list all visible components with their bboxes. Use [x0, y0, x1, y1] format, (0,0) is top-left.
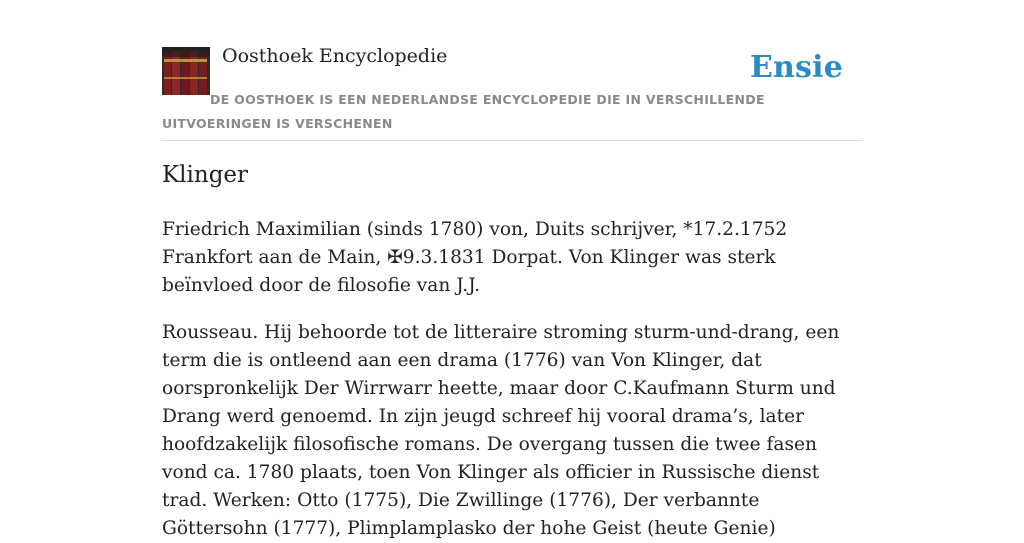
- page-container: [162, 0, 862, 539]
- ensie-logo-link[interactable]: Ensie: [749, 50, 843, 85]
- article-paragraph-1: Friedrich Maximilian (sinds 1780) von, Duits schrijver, *17.2.1752 Frankfort aan de Main, ✠9.3.1831 Dorpat. Von Klinger was sterk beïnvloed door de filosofie van J.J.: [162, 219, 788, 296]
- article-paragraph-2: Rousseau. Hij behoorde tot de litteraire stroming sturm-und-drang, een term die is ontleend aan een drama (1776) van Von Klinger, dat oorspronkelijk Der Wirrwarr heette, maar door C.Kaufmann Sturm und Drang werd genoemd. In zijn jeugd schreef hij vooral drama’s, later hoofdzakelijk filosofische romans. De overgang tussen die twee fasen vond ca. 1780 plaats, toen Von Klinger als officier in Russische dienst trad. Werken: Otto (1775), Die Zwillinge (1776), Der verbannte Göttersohn (1777), Plimplamplasko der hohe Geist (heute Genie): [162, 322, 840, 539]
- site-name-link[interactable]: Oosthoek Encyclopedie: [222, 45, 448, 67]
- site-tagline: DE OOSTHOEK IS EEN NEDERLANDSE ENCYCLOPEDIE DIE IN VERSCHILLENDE UITVOERINGEN IS VERSCHENEN: [162, 92, 765, 131]
- article-title: Klinger: [162, 162, 249, 188]
- site-header: [162, 0, 862, 141]
